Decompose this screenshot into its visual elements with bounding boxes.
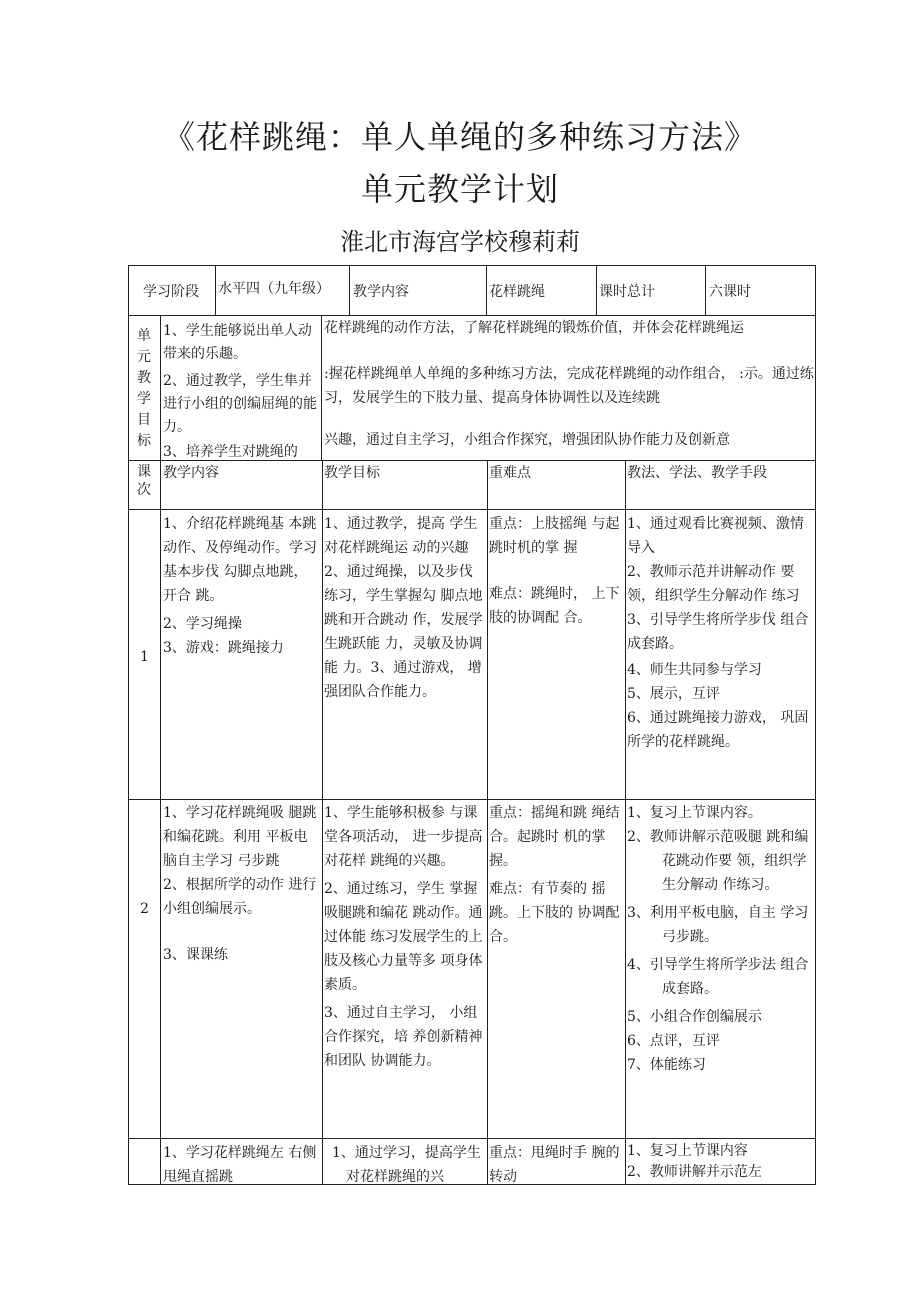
lesson-1-goal-1: 1、通过教学，提高 学生对花样跳绳运 动的兴趣 — [324, 516, 478, 556]
rule-v-h5 — [705, 265, 706, 315]
rule-v-h4 — [596, 265, 597, 315]
lesson-1-method-3: 3、引导学生将所学步伐 组合成套路。 — [627, 612, 809, 652]
lesson-2-content — [163, 801, 321, 967]
col-lesson: 课次 — [137, 464, 151, 498]
lesson-2-method-3: 3、利用平板电脑，自主 学习弓步跳。 — [627, 905, 809, 945]
rule-h5 — [128, 1138, 816, 1139]
lesson-2-key-1: 重点：摇绳和跳 绳结合。起跳时 机的掌握。 — [489, 805, 620, 869]
lesson-2-content-3: 3、课课练 — [163, 947, 228, 963]
lesson-2-key-2: 难点：有节奏的 摇跳。上下肢的 协调配合。 — [489, 881, 620, 945]
goal-right-2: :握花样跳绳单人单绳的多种练习方法，完成花样跳绳的动作组合， :示。通过练习，发展学生的下肢力量、提高身体协调性以及连续跳 — [324, 366, 814, 406]
lesson-2-goal — [324, 801, 486, 1073]
goal-left-2: 2、通过教学，学生隼并进行小组的创编屈绳的能力。 — [163, 373, 317, 435]
lesson-2-content-2: 2、根据所学的动作 进行小组创编展示。 — [163, 877, 317, 917]
lesson-1-method-6: 6、通过跳绳接力游戏， 巩固所学的花样跳绳。 — [627, 710, 809, 750]
author-line: 淮北市海宫学校穆莉莉 — [340, 228, 580, 256]
lesson-1-goal — [324, 512, 486, 704]
stage-value: 水平四（九年级） — [218, 281, 330, 297]
rule-v-g1 — [160, 315, 161, 460]
lesson-2-goal-2: 2、通过练习，学生 掌握吸腿跳和编花 跳动作。通过体能 练习发展学生的上 肢及核心力量等多 项身体素质。 — [324, 881, 483, 993]
lesson-3-method-1: 1、复习上节课内容 — [627, 1143, 748, 1159]
lesson-3-content-1: 1、学习花样跳绳左 右侧甩绳直摇跳 — [163, 1145, 317, 1185]
rule-v-c1 — [160, 460, 161, 1185]
content-value: 花样跳绳 — [489, 284, 545, 300]
lesson-3-content — [163, 1141, 321, 1185]
lesson-2-method-2: 2、教师讲解示范吸腿 跳和编花跳动作要 领，组织学生分解动 作练习。 — [627, 829, 809, 893]
unit-goals-label: 单元教学目标 — [137, 328, 151, 449]
rule-v-h1 — [215, 265, 216, 315]
content-label: 教学内容 — [353, 284, 409, 300]
lesson-2-method-6: 6、点评，互评 — [627, 1033, 720, 1049]
lesson-1-method-4: 4、师生共同参与学习 — [627, 662, 762, 678]
rule-h3 — [128, 509, 816, 510]
rule-v-c2 — [322, 460, 323, 1185]
lesson-1-key — [489, 512, 624, 630]
unit-goals-right — [324, 316, 814, 452]
lesson-1-method-1: 1、通过观看比赛视频、激情导入 — [627, 516, 804, 556]
lesson-2-method-7: 7、体能练习 — [627, 1057, 706, 1073]
lesson-3-method-2: 2、教师讲解并示范左 — [627, 1164, 762, 1180]
lesson-1-content-3: 3、游戏：跳绳接力 — [163, 640, 284, 656]
lesson-1-no: 1 — [140, 649, 149, 665]
goal-right-3: 兴趣，通过自主学习，小组合作探究，增强团队协作能力及创新意 — [324, 432, 730, 448]
hours-label: 课时总计 — [599, 284, 655, 300]
rule-v-c4 — [625, 460, 626, 1185]
lesson-1-content-1: 1、介绍花样跳绳基 本跳动作、及停绳动作。学习基本步伐 勾脚点地跳，开合 跳。 — [163, 516, 317, 604]
lesson-2-content-1: 1、学习花样跳绳吸 腿跳和编花跳。利用 平板电脑自主学习 弓步跳 — [163, 805, 317, 869]
lesson-2-goal-3: 3、通过自主学习， 小组合作探究，培 养创新精神和团队 协调能力。 — [324, 1005, 483, 1069]
goal-right-1: 花样跳绳的动作方法，了解花样跳绳的锻炼价值，并体会花样跳绳运 — [324, 320, 744, 336]
rule-v-h2 — [349, 265, 350, 315]
document-subtitle: 单元教学计划 — [360, 170, 559, 208]
rule-v-h3 — [486, 265, 487, 315]
lesson-2-method-5: 5、小组合作创编展示 — [627, 1009, 762, 1025]
col-key: 重难点 — [489, 465, 531, 481]
lesson-2-method-4: 4、引导学生将所学步法 组合成套路。 — [627, 957, 809, 997]
col-method: 教法、学法、教学手段 — [627, 465, 767, 481]
lesson-1-key-2: 难点：跳绳时， 上下肢的协调配 合。 — [489, 586, 620, 626]
lesson-3-method — [627, 1141, 815, 1185]
col-content: 教学内容 — [163, 465, 219, 481]
lesson-1-method — [627, 512, 815, 754]
lesson-1-goal-2: 2、通过绳操，以及步伐练习，学生掌握勾 脚点地跳和开合跳动 作，发展学生跳跃能 力，灵敏及协调能 力。3、通过游戏， 增强团队合作能力。 — [324, 564, 483, 700]
unit-goals-left — [163, 320, 319, 464]
lesson-3-goal-1: 1、通过学习，提高学生对花样跳绳的兴 — [332, 1145, 481, 1185]
lesson-2-goal-1: 1、学生能够积极参 与课堂各项活动， 进一步提高对花样 跳绳的兴趣。 — [324, 805, 483, 869]
rule-v-c3 — [487, 460, 488, 1185]
lesson-1-method-5: 5、展示，互评 — [627, 686, 720, 702]
lesson-3-key — [489, 1141, 624, 1185]
lesson-2-method-1: 1、复习上节课内容。 — [627, 805, 762, 821]
rule-v-g2 — [321, 315, 322, 460]
document-title: 《花样跳绳：单人单绳的多种练习方法》 — [162, 118, 757, 156]
lesson-3-goal — [324, 1141, 486, 1185]
lesson-1-key-1: 重点：上肢摇绳 与起跳时机的掌 握 — [489, 516, 620, 556]
lesson-1-content-2: 2、学习绳操 — [163, 616, 242, 632]
goal-left-3: 3、培养学生对跳绳的 — [163, 444, 298, 460]
lesson-2-method — [627, 801, 815, 1077]
rule-h4 — [128, 799, 816, 800]
lesson-2-no: 2 — [140, 901, 149, 917]
lesson-3-key-1: 重点：甩绳时手 腕的转动 — [489, 1145, 620, 1185]
lesson-2-key — [489, 801, 624, 949]
stage-label: 学习阶段 — [143, 284, 199, 300]
col-goal: 教学目标 — [324, 465, 380, 481]
goal-left-1: 1、学生能够说出单人动带来的乐趣。 — [163, 323, 312, 362]
hours-value: 六课时 — [709, 284, 751, 300]
lesson-1-content — [163, 512, 321, 660]
lesson-1-method-2: 2、教师示范并讲解动作 要领，组织学生分解动作 练习 — [627, 564, 800, 604]
